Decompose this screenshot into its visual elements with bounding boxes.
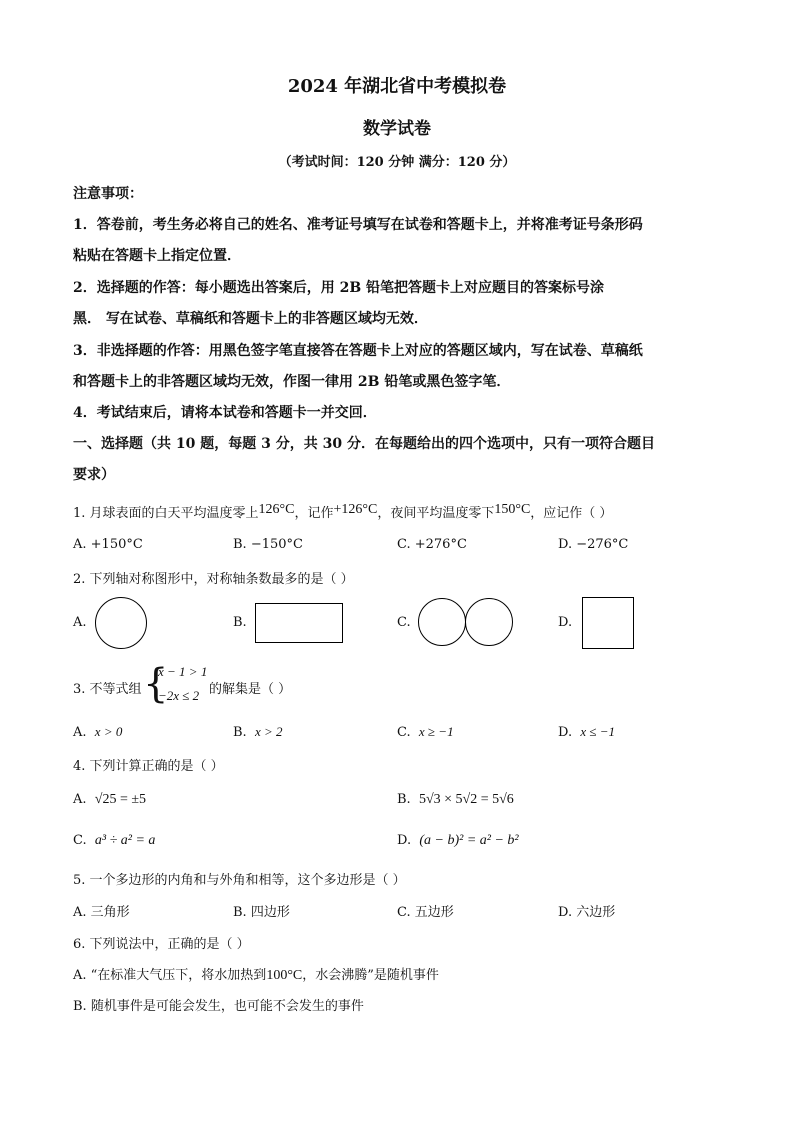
q3-option-a — [73, 724, 122, 740]
q3-option-d-value: x ≤ −1 — [580, 724, 616, 739]
q1-option-b: B. −150°C — [233, 537, 303, 552]
q1-option-d: D. −276°C — [558, 537, 629, 552]
q6-option-a-value: 100°C — [266, 968, 303, 983]
question-5: 5. 一个多边形的内角和与外角和相等，这个多边形是（ ） — [73, 873, 406, 888]
circle-shape — [95, 597, 147, 649]
question-3-prefix: 3. 不等式组 — [73, 682, 142, 697]
q3-option-c-value: x ≥ −1 — [418, 724, 454, 739]
q3-option-b-value: x > 2 — [254, 724, 283, 739]
question-2: 2. 下列轴对称图形中，对称轴条数最多的是（ ） — [73, 572, 354, 587]
inequality-2: −2x ≤ 2 — [158, 688, 200, 703]
q3-option-c-label: C. — [397, 725, 411, 740]
q1-option-c: C. +276°C — [397, 537, 467, 552]
question-1 — [73, 502, 612, 522]
subject-title: 数学试卷 — [363, 119, 431, 139]
notes-heading: 注意事项： — [73, 186, 143, 202]
question-4: 4. 下列计算正确的是（ ） — [73, 759, 224, 774]
section-1-line-1: 一、选择题（共 10 题，每题 3 分，共 30 分．在每题给出的四个选项中，只有一项符合题目 — [73, 436, 655, 452]
q5-option-b: B. 四边形 — [233, 905, 290, 920]
inequality-1: x − 1 > 1 — [158, 664, 208, 679]
q4-option-a — [73, 792, 146, 808]
rectangle-shape — [255, 603, 343, 643]
q3-option-d — [558, 724, 615, 740]
q6-option-a-text-1: A. “在标准大气压下，将水加热到 — [73, 968, 267, 983]
q6-option-a — [73, 964, 439, 984]
note-2-line-1: 2．选择题的作答：每小题选出答案后，用 2B 铅笔把答题卡上对应题目的答案标号涂 — [73, 280, 605, 296]
q5-option-a: A. 三角形 — [73, 905, 130, 920]
q4-option-b-label: B. — [397, 792, 411, 807]
q3-option-b-label: B. — [233, 725, 247, 740]
q5-option-c: C. 五边形 — [397, 905, 454, 920]
q4-option-b — [397, 792, 514, 808]
q4-option-c-label: C. — [73, 833, 87, 848]
q5-option-d: D. 六边形 — [558, 905, 616, 920]
q2-option-c-label: C. — [397, 615, 411, 630]
note-3-line-2: 和答题卡上的非答题区域均无效，作图一律用 2B 铅笔或黑色签字笔． — [73, 374, 511, 390]
note-4: 4．考试结束后，请将本试卷和答题卡一并交回． — [73, 405, 377, 421]
q4-option-c — [73, 833, 155, 849]
q2-option-b-label: B. — [233, 615, 247, 630]
note-1-line-1: 1．答卷前，考生务必将自己的姓名、准考证号填写在试卷和答题卡上，并将准考证号条形码 — [73, 217, 643, 233]
q1-text-3: ，夜间平均温度零下 — [377, 506, 495, 521]
q3-option-a-value: x > 0 — [94, 724, 123, 739]
question-3-suffix: 的解集是（ ） — [209, 682, 292, 697]
system-brace-icon: { — [143, 661, 169, 707]
q4-option-d — [397, 833, 519, 849]
note-3-line-1: 3．非选择题的作答：用黑色签字笔直接答在答题卡上对应的答题区域内，写在试卷、草稿纸 — [73, 343, 643, 359]
q1-value-3: 150°C — [494, 502, 531, 517]
q1-text-2: ，记作 — [294, 506, 334, 521]
q3-option-b — [233, 724, 283, 740]
q4-option-c-value: a³ ÷ a² = a — [94, 833, 156, 848]
q3-option-d-label: D. — [558, 725, 573, 740]
q1-text-4: ，应记作（ ） — [530, 506, 613, 521]
note-1-line-2: 粘贴在答题卡上指定位置． — [73, 248, 241, 264]
q1-option-a: A. +150°C — [73, 537, 143, 552]
q4-option-b-value: 5√3 × 5√2 = 5√6 — [418, 792, 514, 807]
exam-info: （考试时间：120 分钟 满分：120 分） — [278, 155, 516, 170]
square-shape — [582, 597, 634, 649]
page-title: 2024 年湖北省中考模拟卷 — [287, 76, 507, 97]
q6-option-a-text-2: ，水会沸腾”是随机事件 — [302, 968, 439, 983]
q1-text-1: 1. 月球表面的白天平均温度零上 — [73, 506, 259, 521]
q3-option-c — [397, 724, 454, 740]
q3-option-a-label: A. — [73, 725, 87, 740]
left-circle-shape — [418, 598, 466, 646]
q6-option-b: B. 随机事件是可能会发生，也可能不会发生的事件 — [73, 999, 364, 1014]
note-2-line-2: 黑． 写在试卷、草稿纸和答题卡上的非答题区域均无效． — [73, 311, 428, 327]
q1-value-1: 126°C — [258, 502, 295, 517]
question-6: 6. 下列说法中，正确的是（ ） — [73, 937, 250, 952]
section-1-line-2: 要求） — [73, 467, 115, 483]
q4-option-d-label: D. — [397, 833, 412, 848]
q4-option-d-value: (a − b)² = a² − b² — [419, 833, 519, 848]
q2-option-d-label: D. — [558, 615, 573, 630]
q1-value-2: +126°C — [333, 502, 378, 517]
q2-option-a-label: A. — [73, 615, 87, 630]
q4-option-a-value: √25 = ±5 — [94, 792, 147, 807]
right-circle-shape — [465, 598, 513, 646]
q4-option-a-label: A. — [73, 792, 87, 807]
